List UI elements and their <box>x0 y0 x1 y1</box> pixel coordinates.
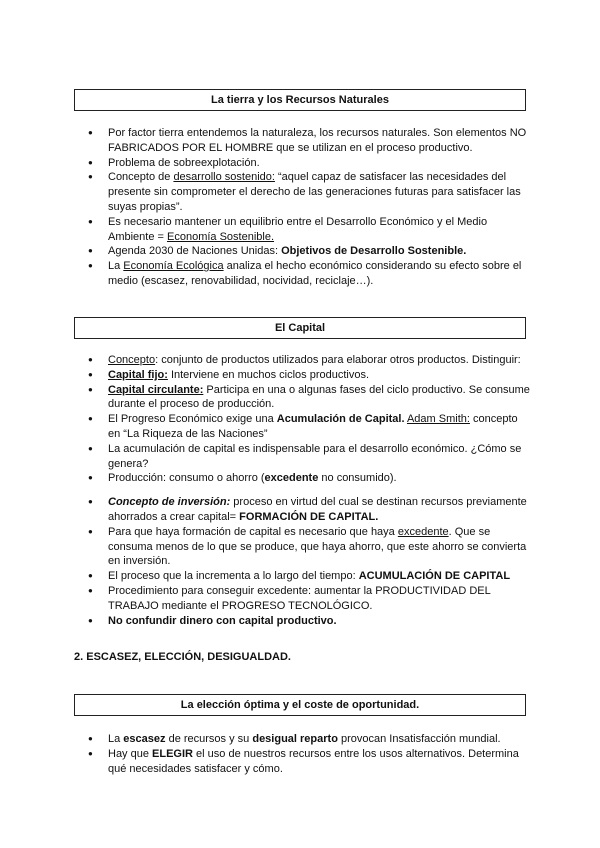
list-item: ● Para que haya formación de capital es necesario que haya excedente. Que se consuma menos de lo que se produce, que haya ahorro, que este ahorro se convierta en inversión. <box>0 525 600 569</box>
list-item: ● Problema de sobreexplotación. <box>0 156 600 171</box>
list-item: ● No confundir dinero con capital productivo. <box>0 614 600 629</box>
list-item: ● Concepto: conjunto de productos utilizados para elaborar otros productos. Distinguir: <box>0 353 600 368</box>
list-item: ● Concepto de desarrollo sostenido: “aquel capaz de satisfacer las necesidades del presente sin comprometer el derecho de las generaciones futuras para satisfacer las suyas propias”. <box>0 170 600 214</box>
section-title: El Capital <box>274 322 326 334</box>
list-item: ● Por factor tierra entendemos la naturaleza, los recursos naturales. Son elementos NO FABRICADOS POR EL HOMBRE que se utilizan en el proceso productivo. <box>0 126 600 156</box>
list-item: ● Procedimiento para conseguir excedente: aumentar la PRODUCTIVIDAD DEL TRABAJO mediante el PROGRESO TECNOLÓGICO. <box>0 584 600 614</box>
list-item: ● Producción: consumo o ahorro (excedente no consumido). <box>0 471 600 486</box>
section-heading-eleccion <box>74 694 526 716</box>
list-item: ● Concepto de inversión: proceso en virtud del cual se destinan recursos previamente ahorrados a crear capital= FORMACIÓN DE CAPITAL. <box>0 495 600 525</box>
eleccion-list <box>0 732 600 776</box>
section-heading-tierra <box>74 89 526 111</box>
capital-list <box>0 353 600 628</box>
chapter-heading: 2. ESCASEZ, ELECCIÓN, DESIGUALDAD. <box>74 651 291 663</box>
list-item: ● La acumulación de capital es indispensable para el desarrollo económico. ¿Cómo se genera? <box>0 442 600 472</box>
section-heading-capital <box>74 317 526 339</box>
list-item: ● Hay que ELEGIR el uso de nuestros recursos entre los usos alternativos. Determina qué necesidades satisfacer y cómo. <box>0 747 600 777</box>
tierra-list <box>0 126 600 289</box>
section-title: La elección óptima y el coste de oportunidad. <box>180 699 420 711</box>
list-item: ● El proceso que la incrementa a lo largo del tiempo: ACUMULACIÓN DE CAPITAL <box>0 569 600 584</box>
list-item: ● Capital circulante: Participa en una o algunas fases del ciclo productivo. Se consume durante el proceso de producción. <box>0 383 600 413</box>
list-item: ● El Progreso Económico exige una Acumulación de Capital. Adam Smith: concepto en “La Riqueza de las Naciones” <box>0 412 600 442</box>
list-item: ● Capital fijo: Interviene en muchos ciclos productivos. <box>0 368 600 383</box>
list-item: ● Es necesario mantener un equilibrio entre el Desarrollo Económico y el Medio Ambiente = Economía Sostenible. <box>0 215 600 245</box>
list-item: ● La Economía Ecológica analiza el hecho económico considerando su efecto sobre el medio (escasez, renovabilidad, nocividad, reciclaje…). <box>0 259 600 289</box>
list-item: ● La escasez de recursos y su desigual reparto provocan Insatisfacción mundial. <box>0 732 600 747</box>
section-title: La tierra y los Recursos Naturales <box>211 94 389 106</box>
list-item: ● Agenda 2030 de Naciones Unidas: Objetivos de Desarrollo Sostenible. <box>0 244 600 259</box>
